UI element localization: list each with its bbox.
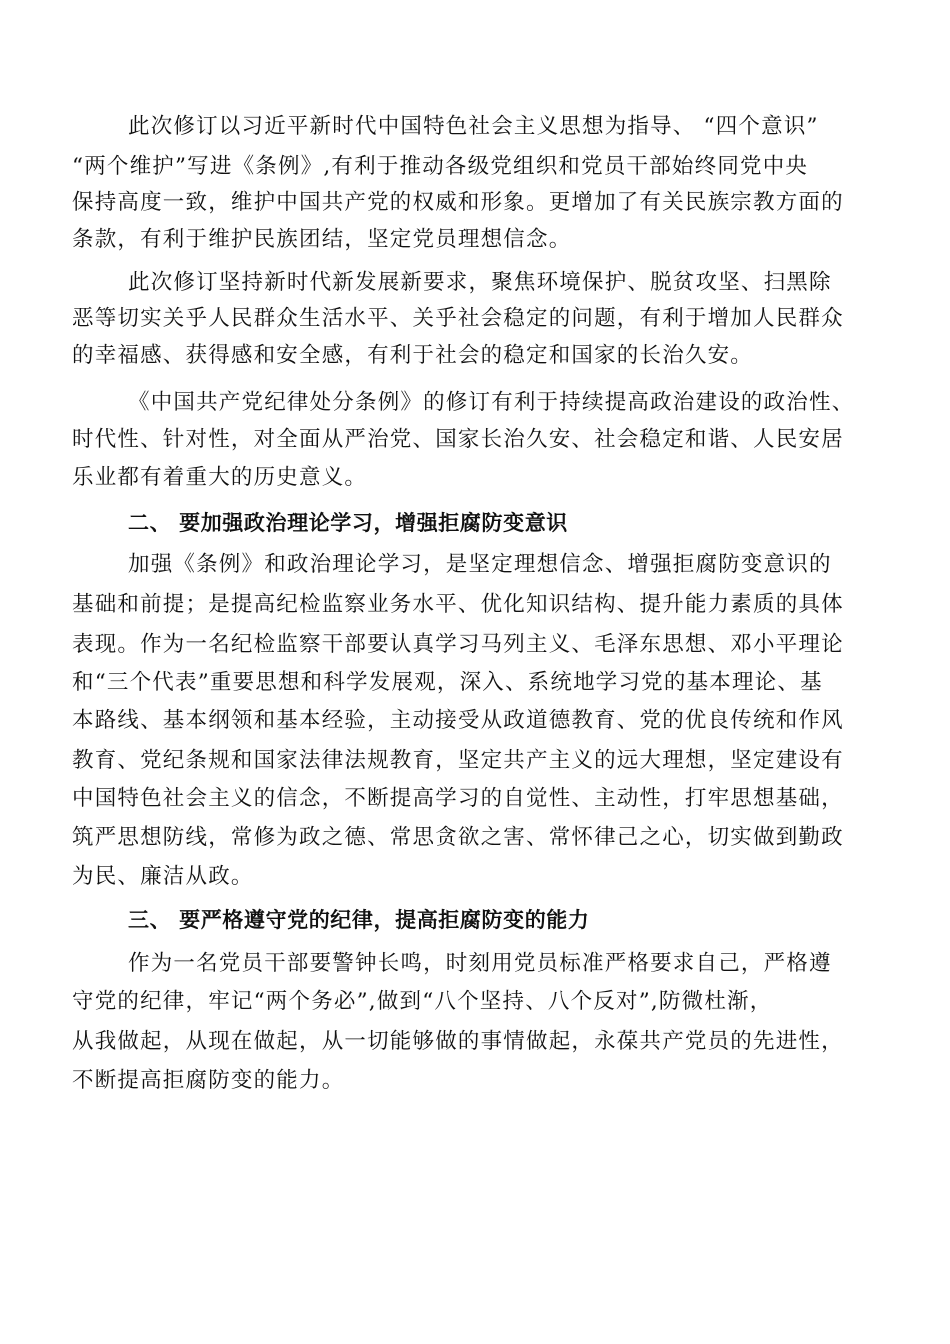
paragraph-1-line-1: 此次修订以习近平新时代中国特色社会主义思想为指导、 “四个意识” [128, 114, 819, 139]
paragraph-4-line-9: 为民、廉洁从政。 [72, 864, 254, 889]
paragraph-3-line-3: 乐业都有着重大的历史意义。 [72, 465, 368, 490]
paragraph-5-line-1: 作为一名党员干部要警钟长鸣，时刻用党员标准严格要求自己，严格遵 [128, 951, 832, 976]
paragraph-2-line-1: 此次修订坚持新时代新发展新要求，聚焦环境保护、脱贫攻坚、扫黑除 [128, 270, 832, 295]
paragraph-5-line-3: 从我做起，从现在做起，从一切能够做的事情做起，永葆共产党员的先进性， [72, 1029, 844, 1054]
paragraph-4-line-5: 本路线、基本纲领和基本经验，主动接受从政道德教育、党的优良传统和作风 [72, 708, 844, 733]
section-heading-2: 二、 要加强政治理论学习，增强拒腐防变意识 [128, 511, 568, 535]
paragraph-2-line-2: 恶等切实关乎人民群众生活水平、关乎社会稳定的问题，有利于增加人民群众 [72, 306, 844, 331]
paragraph-3-line-1: 《中国共产党纪律处分条例》的修订有利于持续提高政治建设的政治性、 [128, 390, 855, 415]
paragraph-4-line-1: 加强《条例》和政治理论学习，是坚定理想信念、增强拒腐防变意识的 [128, 552, 832, 577]
paragraph-4-line-3: 表现。作为一名纪检监察干部要认真学习马列主义、毛泽东思想、邓小平理论 [72, 632, 844, 657]
paragraph-4-line-6: 教育、党纪条规和国家法律法规教育，坚定共产主义的远大理想，坚定建设有 [72, 748, 844, 773]
paragraph-1-line-2: “两个维护”写进《条例》,有利于推动各级党组织和党员干部始终同党中央 [72, 154, 809, 179]
paragraph-5-line-4: 不断提高拒腐防变的能力。 [72, 1068, 345, 1093]
paragraph-4-line-8: 筑严思想防线，常修为政之德、常思贪欲之害、常怀律己之心，切实做到勤政 [72, 825, 844, 850]
paragraph-4-line-2: 基础和前提；是提高纪检监察业务水平、优化知识结构、提升能力素质的具体 [72, 592, 844, 617]
paragraph-2-line-3: 的幸福感、获得感和安全感，有利于社会的稳定和国家的长治久安。 [72, 343, 754, 368]
paragraph-4-line-4: 和“三个代表”重要思想和科学发展观，深入、系统地学习党的基本理论、基 [72, 670, 823, 695]
paragraph-5-line-2: 守党的纪律，牢记“两个务必”,做到“八个坚持、八个反对”,防微杜渐， [72, 989, 773, 1014]
paragraph-4-line-7: 中国特色社会主义的信念，不断提高学习的自觉性、主动性，打牢思想基础， [72, 786, 844, 811]
section-heading-3: 三、 要严格遵守党的纪律，提高拒腐防变的能力 [128, 908, 590, 932]
paragraph-1-line-3: 保持高度一致，维护中国共产党的权威和形象。更增加了有关民族宗教方面的 [72, 190, 844, 215]
paragraph-3-line-2: 时代性、针对性，对全面从严治党、国家长治久安、社会稳定和谐、人民安居 [72, 427, 844, 452]
paragraph-1-line-4: 条款，有利于维护民族团结，坚定党员理想信念。 [72, 227, 572, 252]
